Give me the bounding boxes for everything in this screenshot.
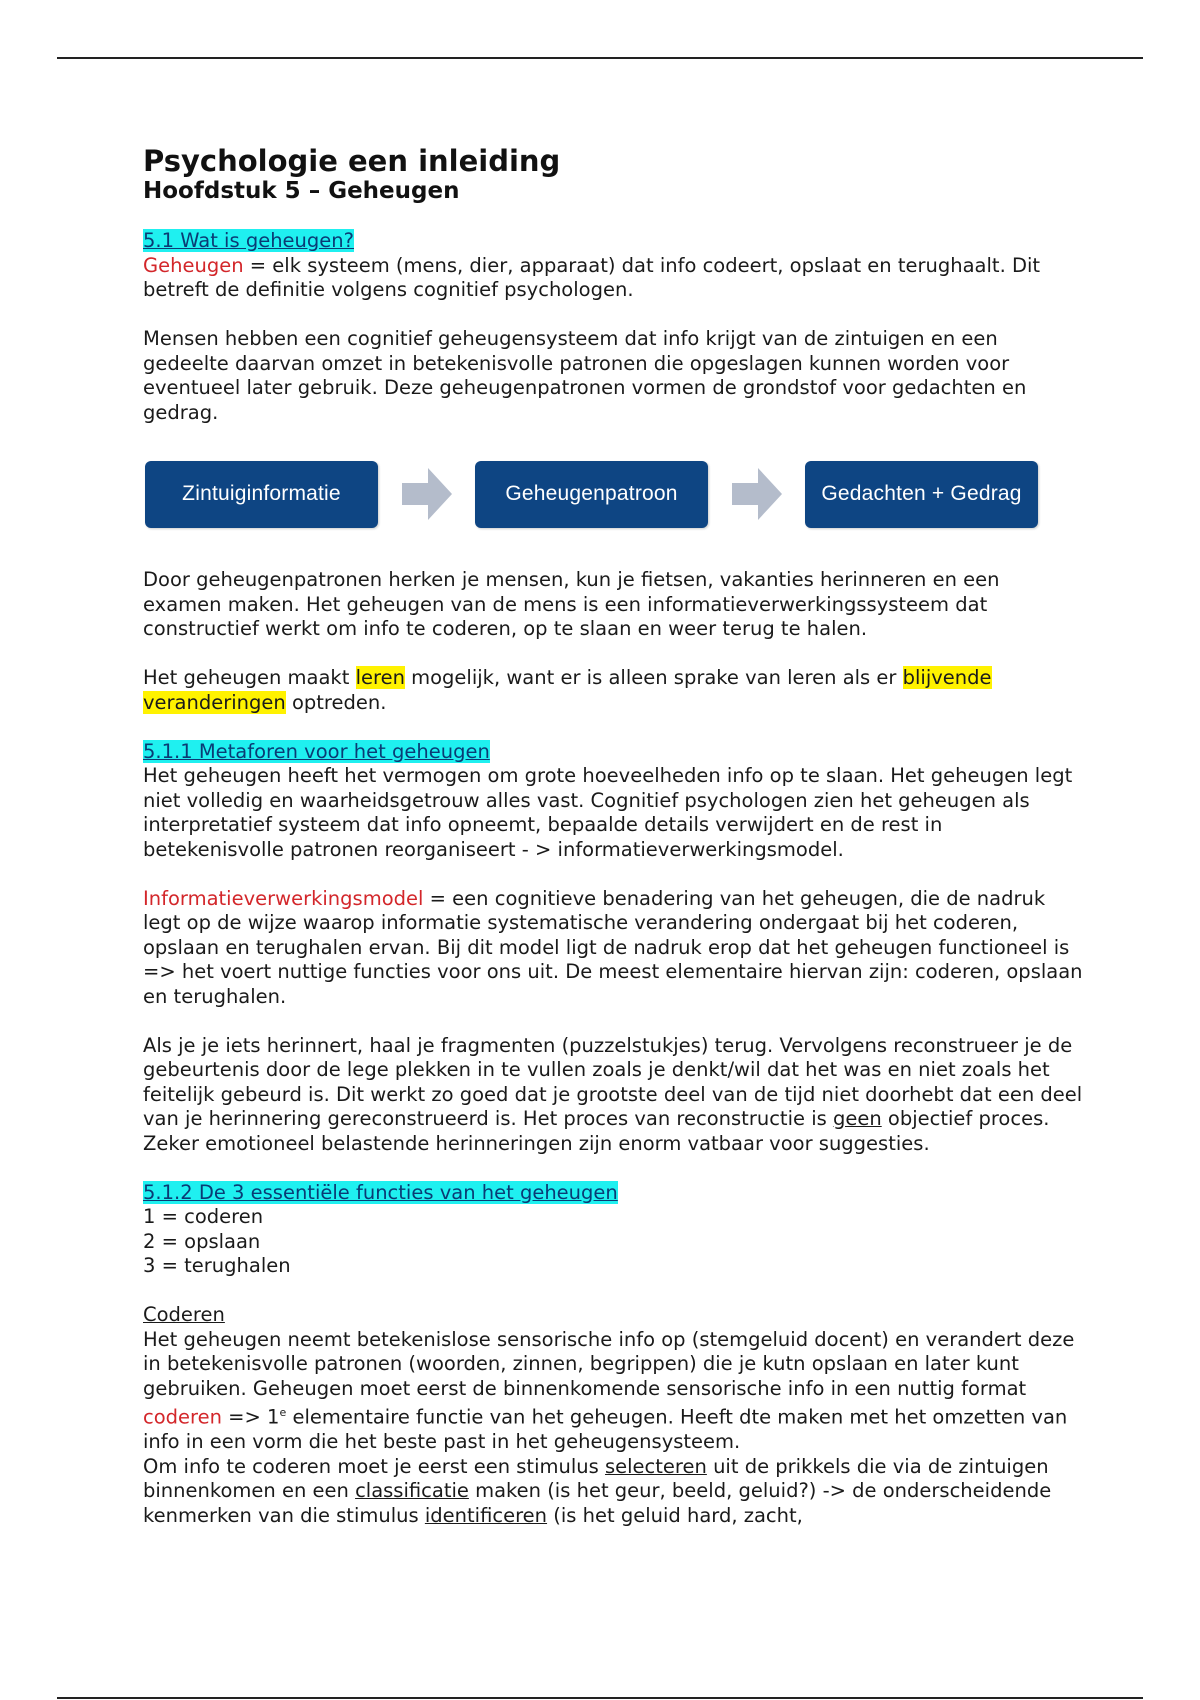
- term-coderen: coderen: [143, 1405, 222, 1429]
- paragraph-coderen-1: [143, 1328, 1083, 1455]
- term-informatieverwerkingsmodel: Informatieverwerkingsmodel: [143, 886, 424, 910]
- text-segment: Het geheugen neemt betekenislose sensorische info op (stemgeluid docent) en verandert deze in betekenisvolle patronen (woorden, zinnen, begrippen) die je kutn opslaan en later kunt gebruiken. Geheugen moet eerst de binnenkomende sensorische info in een nuttig format: [143, 1327, 1075, 1400]
- definition-text: = elk systeem (mens, dier, apparaat) dat info codeert, opslaat en terughaalt. Dit betreft de definitie volgens cognitief psychologen.: [143, 253, 1041, 301]
- text-segment: uit de prikkels die via de zintuigen binnenkomen en een: [143, 1454, 1049, 1502]
- paragraph-reconstructie: [143, 1034, 1083, 1157]
- paragraph-geheugenpatronen: Door geheugenpatronen herken je mensen, kun je fietsen, vakanties herinneren en een examen maken. Het geheugen van de mens is een informatieverwerkingssysteem dat constructief werkt om info te coderen, op te slaan en weer terug te halen.: [143, 568, 1000, 640]
- superscript: e: [279, 1406, 287, 1419]
- text-segment: optreden.: [285, 690, 387, 714]
- list-item: 2 = opslaan: [143, 1229, 261, 1253]
- highlight-leren: leren: [355, 666, 405, 689]
- paragraph-geheugen-definition: [143, 254, 1083, 303]
- text-segment: (is het geluid hard, zacht,: [547, 1503, 803, 1527]
- section-heading-5-1-1: 5.1.1 Metaforen voor het geheugen: [143, 739, 490, 763]
- text-segment: elementaire functie van het geheugen. Heeft dte maken met het omzetten van info in een vorm die het beste past in het geheugensysteem.: [143, 1405, 1068, 1453]
- memory-flow-diagram: [145, 460, 1038, 528]
- flow-box-zintuiginformatie: Zintuiginformatie: [145, 461, 378, 528]
- definition-text: = een cognitieve benadering van het geheugen, die de nadruk legt op de wijze waarop informatie systematische verandering ondergaat bij het coderen, opslaan en terughalen ervan. Bij dit model ligt de nadruk erop dat het geheugen functioneel is => het voert nuttige functies voor ons uit. De meest elementaire hiervan zijn: coderen, opslaan en terughalen.: [143, 886, 1083, 1008]
- text-segment: mogelijk, want er is alleen sprake van leren als er: [404, 666, 903, 689]
- paragraph-informatieverwerkingsmodel: [143, 887, 1083, 1010]
- flow-box-geheugenpatroon: Geheugenpatroon: [475, 461, 708, 528]
- text-segment: Het geheugen maakt: [143, 666, 356, 689]
- paragraph-coderen-2: [143, 1455, 1083, 1529]
- paragraph-leren: [143, 666, 1083, 715]
- underlined-classificatie: classificatie: [355, 1479, 469, 1502]
- paragraph-metaforen: Het geheugen heeft het vermogen om grote hoeveelheden info op te slaan. Het geheugen legt niet volledig en waarheidsgetrouw alles vast. Cognitief psychologen zien het geheugen als interpretatief systeem dat info opneemt, bepaalde details verwijdert en de rest in betekenisvolle patronen reorganiseert - > informatieverwerkingsmodel.: [143, 764, 1073, 861]
- function-list: [143, 1205, 1083, 1279]
- list-item: 1 = coderen: [143, 1205, 264, 1228]
- document-title: Psychologie een inleiding: [143, 144, 561, 178]
- bottom-rule: [57, 1697, 1143, 1699]
- underlined-identificeren: identificeren: [424, 1503, 548, 1527]
- paragraph-cognitive-system: Mensen hebben een cognitief geheugensysteem dat info krijgt van de zintuigen en een gedeelte daarvan omzet in betekenisvolle patronen die opgeslagen kunnen worden voor eventueel later gebruik. Deze geheugenpatronen vormen de grondstof voor gedachten en gedrag.: [143, 327, 1027, 424]
- top-rule: [57, 57, 1143, 59]
- text-segment: => 1: [221, 1405, 280, 1429]
- document-body: [143, 144, 1083, 1553]
- text-segment: Om info te coderen moet je eerst een stimulus: [143, 1454, 605, 1478]
- list-item: 3 = terughalen: [143, 1254, 291, 1277]
- flow-box-gedachten-gedrag: Gedachten + Gedrag: [805, 461, 1038, 528]
- chapter-title: Hoofdstuk 5 – Geheugen: [143, 178, 460, 204]
- text-segment: Als je je iets herinnert, haal je fragmenten (puzzelstukjes) terug. Vervolgens reconstrueer je de gebeurtenis door de lege plekken in te vullen zoals je denkt/wil dat het was en niet zoals het feitelijk gebeurd is. Dit werkt zo goed dat je grootste deel van de tijd niet doorhebt dat een deel van je herinnering gereconstrueerd is. Het proces van reconstructie is: [143, 1033, 1083, 1130]
- right-arrow-icon: [400, 465, 454, 523]
- right-arrow-icon: [730, 465, 784, 523]
- text-segment: maken (is het geur, beeld, geluid?) -> de onderscheidende kenmerken van die stimulus: [143, 1479, 1052, 1527]
- underlined-selecteren: selecteren: [604, 1454, 707, 1478]
- section-heading-5-1: 5.1 Wat is geheugen?: [143, 229, 354, 252]
- underlined-geen: geen: [832, 1107, 882, 1130]
- text-segment: objectief proces. Zeker emotioneel belastende herinneringen zijn enorm vatbaar voor suggesties.: [143, 1107, 1050, 1155]
- term-geheugen: Geheugen: [143, 253, 244, 277]
- subheading-coderen: Coderen: [143, 1303, 225, 1326]
- highlight-blijvende-veranderingen: blijvende veranderingen: [143, 666, 992, 714]
- section-heading-5-1-2: 5.1.2 De 3 essentiële functies van het geheugen: [143, 1180, 618, 1204]
